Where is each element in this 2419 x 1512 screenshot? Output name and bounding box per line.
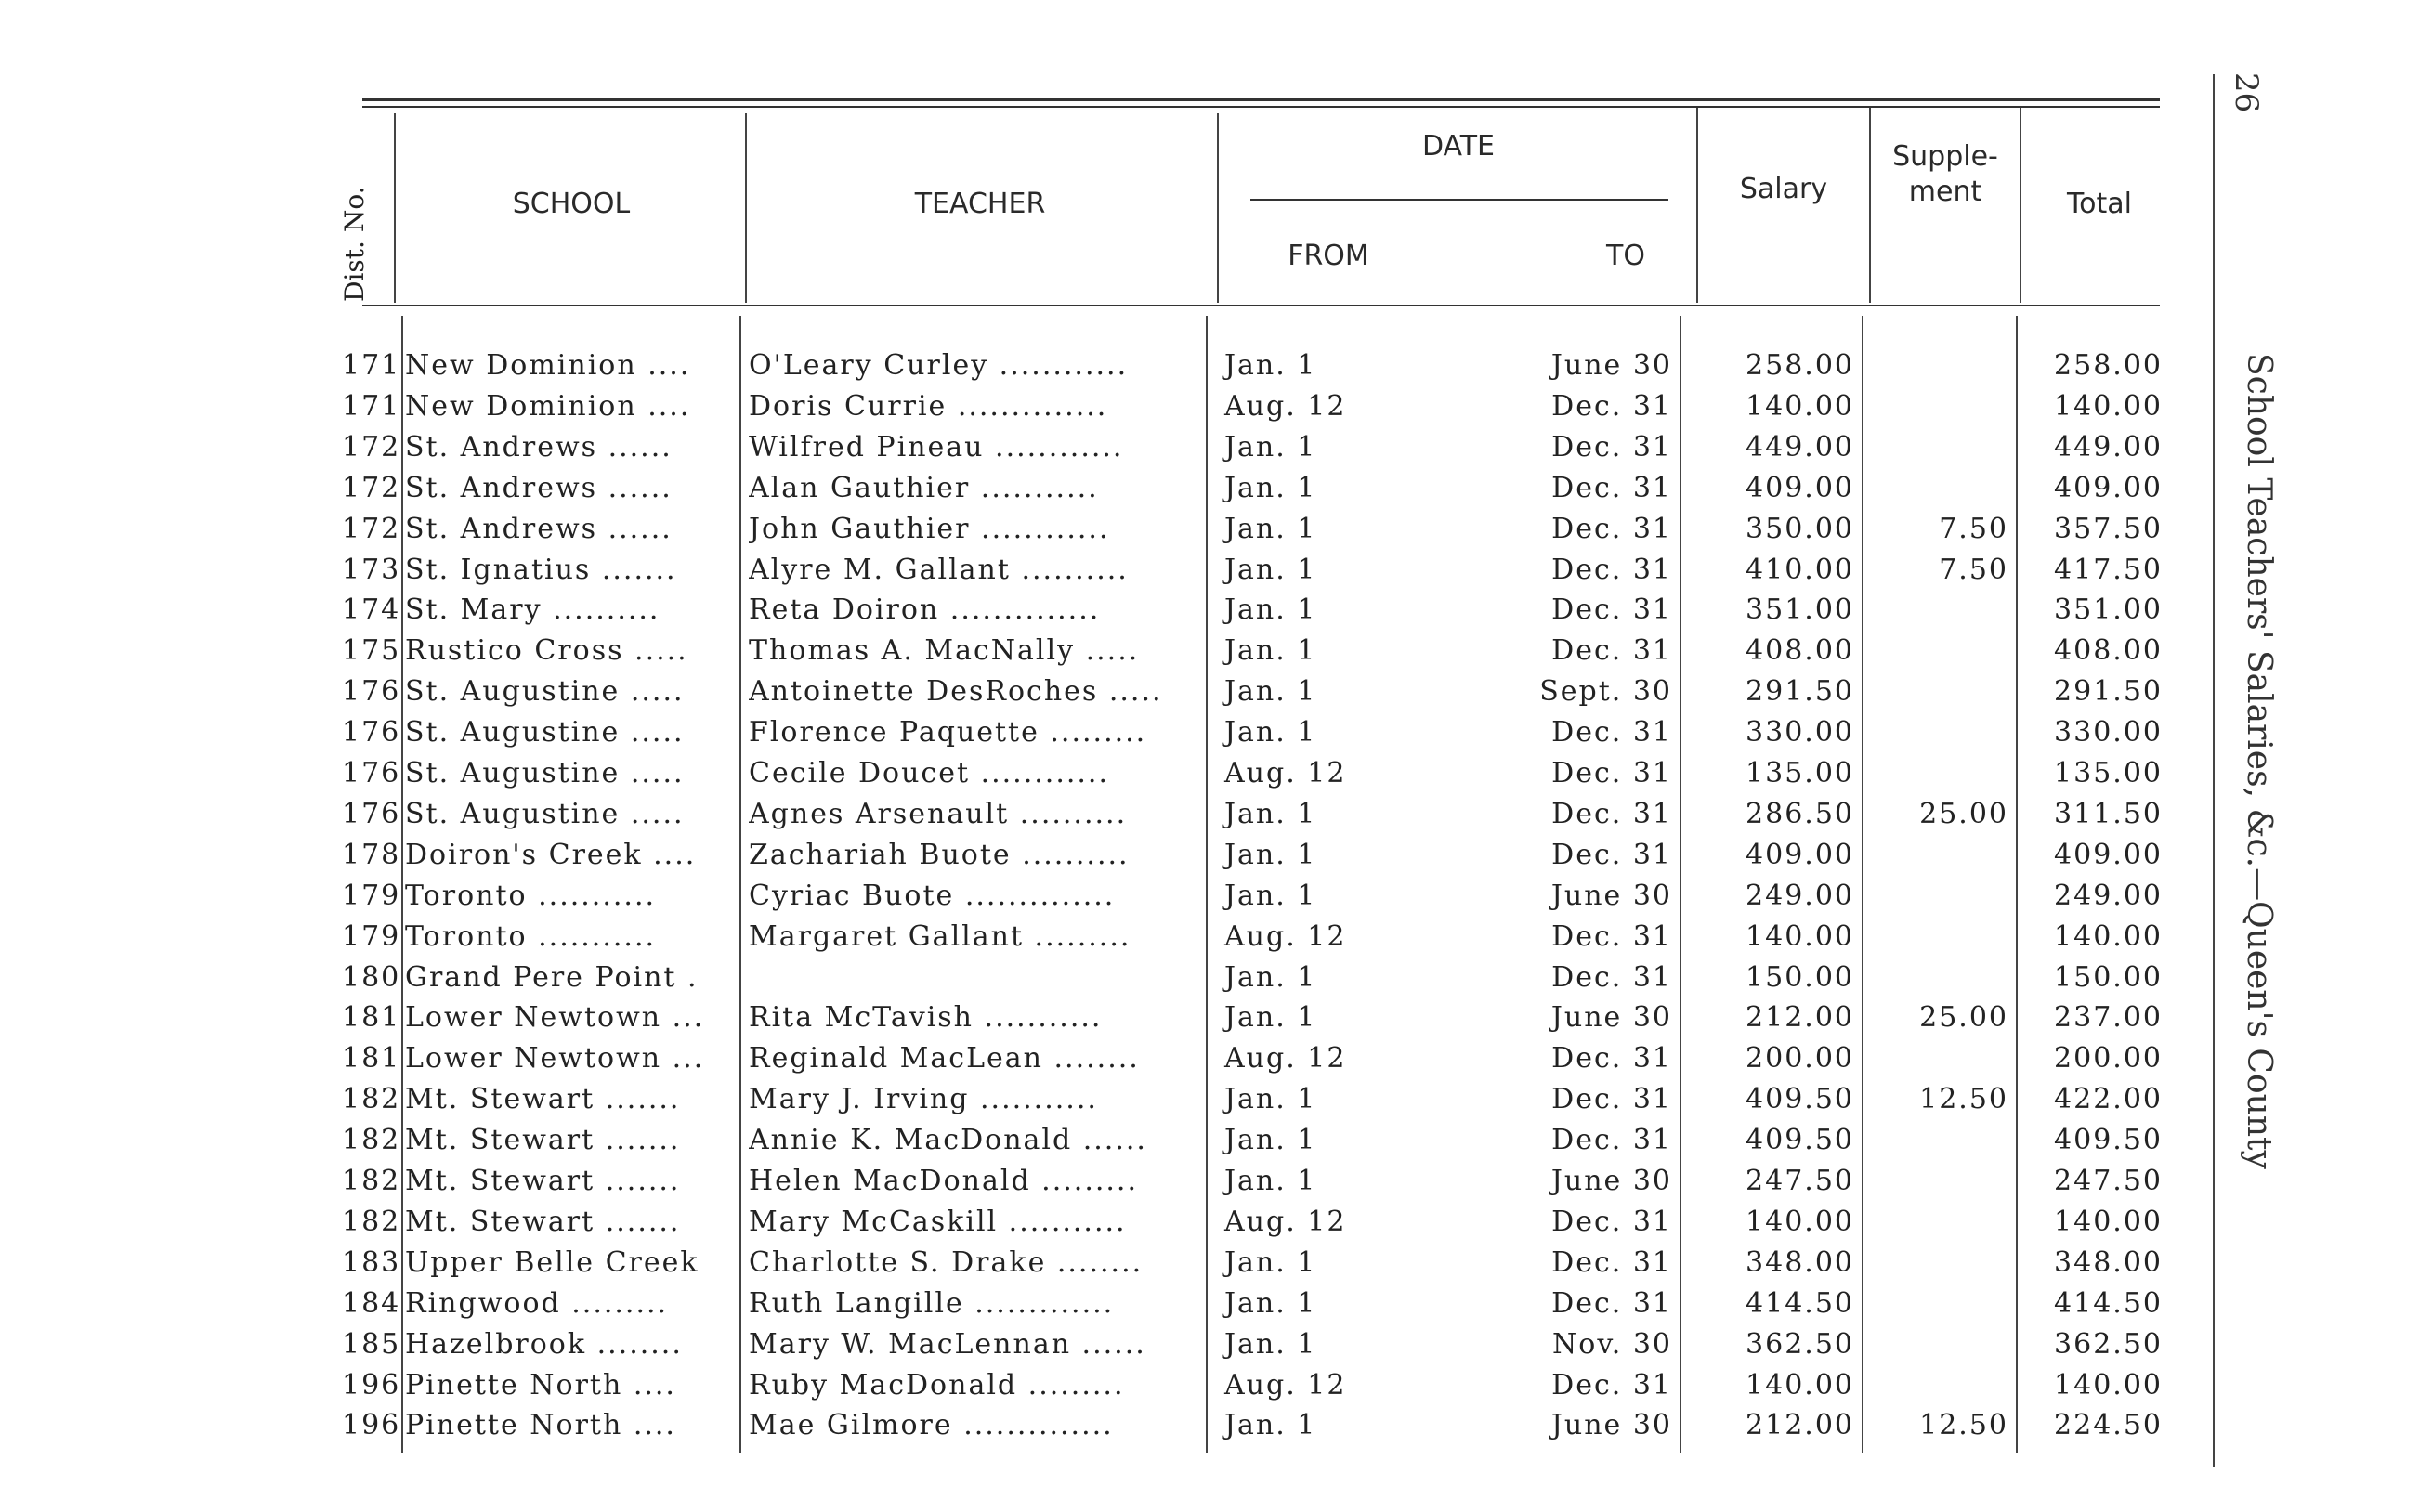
date-subrule bbox=[1250, 199, 1668, 201]
from-date-cell: Jan. 1 bbox=[1224, 512, 1317, 545]
to-date-cell: Sept. 30 bbox=[1539, 675, 1672, 709]
school-cell: Doiron's Creek .... bbox=[405, 838, 697, 871]
teacher-cell: Cecile Doucet ............ bbox=[749, 757, 1110, 789]
teacher-cell: Reginald MacLean ........ bbox=[749, 1042, 1140, 1075]
total-cell: 140.00 bbox=[2054, 389, 2163, 423]
from-date-cell: Jan. 1 bbox=[1224, 1286, 1317, 1320]
dist-cell: 172 bbox=[342, 471, 401, 504]
to-date-cell: June 30 bbox=[1550, 879, 1672, 912]
table-row bbox=[0, 880, 2419, 920]
table-row bbox=[0, 1124, 2419, 1165]
teacher-cell: Alyre M. Gallant .......... bbox=[749, 553, 1129, 586]
to-date-cell: June 30 bbox=[1550, 349, 1672, 382]
from-date-cell: Jan. 1 bbox=[1224, 593, 1317, 627]
from-date-cell: Aug. 12 bbox=[1224, 1042, 1347, 1075]
total-cell: 348.00 bbox=[2054, 1245, 2163, 1279]
to-date-cell: Dec. 31 bbox=[1551, 1245, 1672, 1279]
table-row bbox=[0, 593, 2419, 634]
school-cell: Pinette North .... bbox=[405, 1409, 676, 1442]
total-cell: 224.50 bbox=[2054, 1409, 2163, 1442]
to-date-cell: Dec. 31 bbox=[1551, 430, 1672, 463]
teacher-cell: Wilfred Pineau ............ bbox=[749, 430, 1124, 463]
to-date-cell: Dec. 31 bbox=[1551, 471, 1672, 504]
dist-cell: 171 bbox=[342, 349, 401, 382]
dist-cell: 176 bbox=[342, 757, 401, 789]
from-date-cell: Jan. 1 bbox=[1224, 471, 1317, 504]
table-row bbox=[0, 513, 2419, 554]
dist-cell: 180 bbox=[342, 960, 401, 994]
teacher-cell: Ruth Langille ............. bbox=[749, 1286, 1115, 1320]
total-cell: 140.00 bbox=[2054, 919, 2163, 953]
header-dist-no: Dist. No. bbox=[339, 186, 370, 302]
table-row bbox=[0, 431, 2419, 472]
school-cell: Rustico Cross ..... bbox=[405, 634, 688, 668]
total-cell: 135.00 bbox=[2054, 757, 2163, 789]
table-row bbox=[0, 798, 2419, 839]
salary-cell: 330.00 bbox=[1746, 716, 1854, 749]
total-cell: 247.50 bbox=[2054, 1165, 2163, 1197]
to-date-cell: Dec. 31 bbox=[1551, 716, 1672, 749]
to-date-cell: Dec. 31 bbox=[1551, 634, 1672, 668]
school-cell: Lower Newtown ... bbox=[405, 1001, 705, 1035]
teacher-cell: Reta Doiron .............. bbox=[749, 593, 1101, 627]
header-to: TO bbox=[1606, 240, 1645, 272]
dist-cell: 173 bbox=[342, 553, 401, 586]
dist-cell: 181 bbox=[342, 1001, 401, 1035]
school-cell: Hazelbrook ........ bbox=[405, 1327, 683, 1361]
table-row bbox=[0, 1409, 2419, 1450]
total-cell: 449.00 bbox=[2054, 430, 2163, 463]
dist-cell: 172 bbox=[342, 430, 401, 463]
table-row bbox=[0, 1328, 2419, 1369]
from-date-cell: Jan. 1 bbox=[1224, 960, 1317, 994]
to-date-cell: Dec. 31 bbox=[1551, 1205, 1672, 1238]
total-cell: 249.00 bbox=[2054, 879, 2163, 912]
table-row bbox=[0, 634, 2419, 675]
to-date-cell: Dec. 31 bbox=[1551, 757, 1672, 789]
school-cell: Mt. Stewart ....... bbox=[405, 1124, 681, 1157]
from-date-cell: Jan. 1 bbox=[1224, 797, 1317, 830]
table-row bbox=[0, 961, 2419, 1002]
header-supplement: Supple- ment bbox=[1892, 140, 1998, 208]
dist-cell: 172 bbox=[342, 512, 401, 545]
table-row bbox=[0, 1083, 2419, 1124]
salary-cell: 409.00 bbox=[1746, 838, 1854, 871]
table-row bbox=[0, 1042, 2419, 1083]
school-cell: St. Andrews ...... bbox=[405, 512, 673, 545]
total-cell: 422.00 bbox=[2054, 1083, 2163, 1116]
salary-cell: 410.00 bbox=[1746, 553, 1854, 586]
school-cell: St. Augustine ..... bbox=[405, 797, 685, 830]
salary-cell: 140.00 bbox=[1746, 389, 1854, 423]
total-cell: 330.00 bbox=[2054, 716, 2163, 749]
teacher-cell: Charlotte S. Drake ........ bbox=[749, 1245, 1144, 1279]
total-cell: 414.50 bbox=[2054, 1286, 2163, 1320]
school-cell: New Dominion .... bbox=[405, 349, 691, 382]
header-total: Total bbox=[2066, 188, 2133, 220]
supplement-cell: 7.50 bbox=[1939, 553, 2008, 586]
salary-cell: 258.00 bbox=[1746, 349, 1854, 382]
from-date-cell: Jan. 1 bbox=[1224, 1083, 1317, 1116]
dist-cell: 176 bbox=[342, 716, 401, 749]
total-cell: 351.00 bbox=[2054, 593, 2163, 627]
header-divider-school bbox=[745, 113, 747, 303]
to-date-cell: Dec. 31 bbox=[1551, 1286, 1672, 1320]
school-cell: Mt. Stewart ....... bbox=[405, 1205, 681, 1238]
school-cell: Grand Pere Point . bbox=[405, 960, 699, 994]
to-date-cell: Dec. 31 bbox=[1551, 593, 1672, 627]
from-date-cell: Jan. 1 bbox=[1224, 1409, 1317, 1442]
school-cell: Toronto ........... bbox=[405, 879, 657, 912]
salary-cell: 291.50 bbox=[1746, 675, 1854, 709]
dist-cell: 182 bbox=[342, 1205, 401, 1238]
teacher-cell: Agnes Arsenault .......... bbox=[749, 797, 1128, 830]
running-title: School Teachers' Salaries, &c.—Queen's County bbox=[2240, 353, 2278, 1169]
dist-cell: 175 bbox=[342, 634, 401, 668]
from-date-cell: Aug. 12 bbox=[1224, 757, 1347, 789]
teacher-cell: Mary W. MacLennan ...... bbox=[749, 1327, 1146, 1361]
table-row bbox=[0, 390, 2419, 431]
total-cell: 291.50 bbox=[2054, 675, 2163, 709]
from-date-cell: Aug. 12 bbox=[1224, 1205, 1347, 1238]
to-date-cell: June 30 bbox=[1550, 1165, 1672, 1197]
salary-cell: 409.00 bbox=[1746, 471, 1854, 504]
page-number: 26 bbox=[2228, 72, 2265, 113]
table-row bbox=[0, 716, 2419, 757]
table-row bbox=[0, 1246, 2419, 1287]
school-cell: Lower Newtown ... bbox=[405, 1042, 705, 1075]
header-divider-date bbox=[1696, 108, 1698, 303]
total-cell: 409.00 bbox=[2054, 838, 2163, 871]
dist-cell: 179 bbox=[342, 879, 401, 912]
header-divider-supplement bbox=[2020, 108, 2021, 303]
total-cell: 417.50 bbox=[2054, 553, 2163, 586]
header-divider-dist bbox=[394, 113, 396, 303]
dist-cell: 181 bbox=[342, 1042, 401, 1075]
school-cell: Toronto ........... bbox=[405, 919, 657, 953]
from-date-cell: Aug. 12 bbox=[1224, 919, 1347, 953]
teacher-cell: Annie K. MacDonald ...... bbox=[749, 1124, 1147, 1157]
salary-cell: 135.00 bbox=[1746, 757, 1854, 789]
from-date-cell: Jan. 1 bbox=[1224, 1245, 1317, 1279]
header-divider-salary bbox=[1869, 108, 1871, 303]
total-cell: 150.00 bbox=[2054, 960, 2163, 994]
to-date-cell: Dec. 31 bbox=[1551, 797, 1672, 830]
school-cell: St. Augustine ..... bbox=[405, 716, 685, 749]
header-divider-teacher bbox=[1217, 113, 1219, 303]
supplement-cell: 12.50 bbox=[1919, 1409, 2008, 1442]
table-row bbox=[0, 472, 2419, 513]
table-row bbox=[0, 675, 2419, 716]
total-cell: 409.50 bbox=[2054, 1124, 2163, 1157]
to-date-cell: Dec. 31 bbox=[1551, 1124, 1672, 1157]
from-date-cell: Jan. 1 bbox=[1224, 1327, 1317, 1361]
teacher-cell: Thomas A. MacNally ..... bbox=[749, 634, 1140, 668]
dist-cell: 178 bbox=[342, 838, 401, 871]
to-date-cell: Dec. 31 bbox=[1551, 553, 1672, 586]
supplement-cell: 7.50 bbox=[1939, 512, 2008, 545]
teacher-cell: Margaret Gallant ......... bbox=[749, 919, 1131, 953]
school-cell: St. Augustine ..... bbox=[405, 757, 685, 789]
dist-cell: 182 bbox=[342, 1124, 401, 1157]
from-date-cell: Jan. 1 bbox=[1224, 838, 1317, 871]
total-cell: 258.00 bbox=[2054, 349, 2163, 382]
teacher-cell: O'Leary Curley ............ bbox=[749, 349, 1129, 382]
to-date-cell: Dec. 31 bbox=[1551, 960, 1672, 994]
total-cell: 311.50 bbox=[2054, 797, 2163, 830]
to-date-cell: June 30 bbox=[1550, 1001, 1672, 1035]
from-date-cell: Aug. 12 bbox=[1224, 389, 1347, 423]
from-date-cell: Jan. 1 bbox=[1224, 553, 1317, 586]
total-cell: 140.00 bbox=[2054, 1205, 2163, 1238]
table-row bbox=[0, 839, 2419, 880]
teacher-cell: Florence Paquette ......... bbox=[749, 716, 1147, 749]
school-cell: St. Ignatius ....... bbox=[405, 553, 677, 586]
from-date-cell: Jan. 1 bbox=[1224, 349, 1317, 382]
dist-cell: 176 bbox=[342, 675, 401, 709]
from-date-cell: Jan. 1 bbox=[1224, 1001, 1317, 1035]
table-row bbox=[0, 1165, 2419, 1206]
top-rule-inner bbox=[362, 106, 2160, 108]
total-cell: 200.00 bbox=[2054, 1042, 2163, 1075]
from-date-cell: Jan. 1 bbox=[1224, 675, 1317, 709]
school-cell: New Dominion .... bbox=[405, 389, 691, 423]
salary-cell: 249.00 bbox=[1746, 879, 1854, 912]
to-date-cell: Dec. 31 bbox=[1551, 1368, 1672, 1401]
to-date-cell: Dec. 31 bbox=[1551, 1042, 1672, 1075]
salary-cell: 351.00 bbox=[1746, 593, 1854, 627]
to-date-cell: Dec. 31 bbox=[1551, 512, 1672, 545]
teacher-cell: Doris Currie .............. bbox=[749, 389, 1108, 423]
school-cell: St. Andrews ...... bbox=[405, 471, 673, 504]
school-cell: St. Andrews ...... bbox=[405, 430, 673, 463]
salary-cell: 449.00 bbox=[1746, 430, 1854, 463]
dist-cell: 179 bbox=[342, 919, 401, 953]
salary-cell: 409.50 bbox=[1746, 1083, 1854, 1116]
table-row bbox=[0, 1287, 2419, 1328]
salary-cell: 140.00 bbox=[1746, 919, 1854, 953]
dist-cell: 196 bbox=[342, 1409, 401, 1442]
to-date-cell: Dec. 31 bbox=[1551, 389, 1672, 423]
header-teacher: TEACHER bbox=[914, 188, 1046, 220]
to-date-cell: June 30 bbox=[1550, 1409, 1672, 1442]
table-row bbox=[0, 1369, 2419, 1410]
dist-cell: 176 bbox=[342, 797, 401, 830]
header-date: DATE bbox=[1421, 130, 1496, 163]
supplement-cell: 25.00 bbox=[1919, 797, 2008, 830]
teacher-cell: Helen MacDonald ......... bbox=[749, 1165, 1139, 1197]
total-cell: 357.50 bbox=[2054, 512, 2163, 545]
to-date-cell: Dec. 31 bbox=[1551, 1083, 1672, 1116]
salary-cell: 200.00 bbox=[1746, 1042, 1854, 1075]
school-cell: St. Augustine ..... bbox=[405, 675, 685, 709]
school-cell: St. Mary .......... bbox=[405, 593, 660, 627]
teacher-cell: John Gauthier ............ bbox=[749, 512, 1110, 545]
salary-cell: 414.50 bbox=[1746, 1286, 1854, 1320]
supplement-cell: 12.50 bbox=[1919, 1083, 2008, 1116]
supplement-cell: 25.00 bbox=[1919, 1001, 2008, 1035]
school-cell: Upper Belle Creek bbox=[405, 1245, 700, 1279]
from-date-cell: Aug. 12 bbox=[1224, 1368, 1347, 1401]
from-date-cell: Jan. 1 bbox=[1224, 1124, 1317, 1157]
dist-cell: 174 bbox=[342, 593, 401, 627]
dist-cell: 171 bbox=[342, 389, 401, 423]
total-cell: 140.00 bbox=[2054, 1368, 2163, 1401]
school-cell: Ringwood ......... bbox=[405, 1286, 669, 1320]
salary-cell: 247.50 bbox=[1746, 1165, 1854, 1197]
school-cell: Mt. Stewart ....... bbox=[405, 1165, 681, 1197]
table-row bbox=[0, 920, 2419, 961]
salary-cell: 408.00 bbox=[1746, 634, 1854, 668]
table-row bbox=[0, 554, 2419, 594]
header-bottom-rule bbox=[362, 305, 2160, 306]
teacher-cell: Cyriac Buote .............. bbox=[749, 879, 1116, 912]
from-date-cell: Jan. 1 bbox=[1224, 1165, 1317, 1197]
teacher-cell: Alan Gauthier ........... bbox=[749, 471, 1099, 504]
salary-cell: 348.00 bbox=[1746, 1245, 1854, 1279]
from-date-cell: Jan. 1 bbox=[1224, 716, 1317, 749]
to-date-cell: Nov. 30 bbox=[1552, 1327, 1672, 1361]
salary-cell: 286.50 bbox=[1746, 797, 1854, 830]
table-row bbox=[0, 349, 2419, 390]
from-date-cell: Jan. 1 bbox=[1224, 634, 1317, 668]
dist-cell: 184 bbox=[342, 1286, 401, 1320]
teacher-cell: Mary J. Irving ........... bbox=[749, 1083, 1098, 1116]
salary-cell: 140.00 bbox=[1746, 1368, 1854, 1401]
total-cell: 409.00 bbox=[2054, 471, 2163, 504]
header-school: SCHOOL bbox=[512, 188, 631, 220]
header-salary: Salary bbox=[1739, 173, 1828, 205]
header-from: FROM bbox=[1288, 240, 1369, 272]
salary-cell: 150.00 bbox=[1746, 960, 1854, 994]
salary-cell: 409.50 bbox=[1746, 1124, 1854, 1157]
dist-cell: 182 bbox=[342, 1165, 401, 1197]
teacher-cell: Ruby MacDonald ......... bbox=[749, 1368, 1125, 1401]
from-date-cell: Jan. 1 bbox=[1224, 879, 1317, 912]
salary-cell: 350.00 bbox=[1746, 512, 1854, 545]
teacher-cell: Rita McTavish ........... bbox=[749, 1001, 1103, 1035]
dist-cell: 183 bbox=[342, 1245, 401, 1279]
salary-cell: 212.00 bbox=[1746, 1409, 1854, 1442]
total-cell: 408.00 bbox=[2054, 634, 2163, 668]
dist-cell: 182 bbox=[342, 1083, 401, 1116]
salary-cell: 362.50 bbox=[1746, 1327, 1854, 1361]
total-cell: 362.50 bbox=[2054, 1327, 2163, 1361]
salary-cell: 140.00 bbox=[1746, 1205, 1854, 1238]
total-cell: 237.00 bbox=[2054, 1001, 2163, 1035]
salary-cell: 212.00 bbox=[1746, 1001, 1854, 1035]
dist-cell: 196 bbox=[342, 1368, 401, 1401]
to-date-cell: Dec. 31 bbox=[1551, 919, 1672, 953]
table-row bbox=[0, 1206, 2419, 1246]
dist-cell: 185 bbox=[342, 1327, 401, 1361]
table-row bbox=[0, 1001, 2419, 1042]
teacher-cell: Mae Gilmore .............. bbox=[749, 1409, 1114, 1442]
teacher-cell: Zachariah Buote .......... bbox=[749, 838, 1130, 871]
top-rule bbox=[362, 98, 2160, 101]
school-cell: Mt. Stewart ....... bbox=[405, 1083, 681, 1116]
table-row bbox=[0, 757, 2419, 798]
school-cell: Pinette North .... bbox=[405, 1368, 676, 1401]
to-date-cell: Dec. 31 bbox=[1551, 838, 1672, 871]
from-date-cell: Jan. 1 bbox=[1224, 430, 1317, 463]
teacher-cell: Antoinette DesRoches ..... bbox=[749, 675, 1163, 709]
teacher-cell: Mary McCaskill ........... bbox=[749, 1205, 1127, 1238]
